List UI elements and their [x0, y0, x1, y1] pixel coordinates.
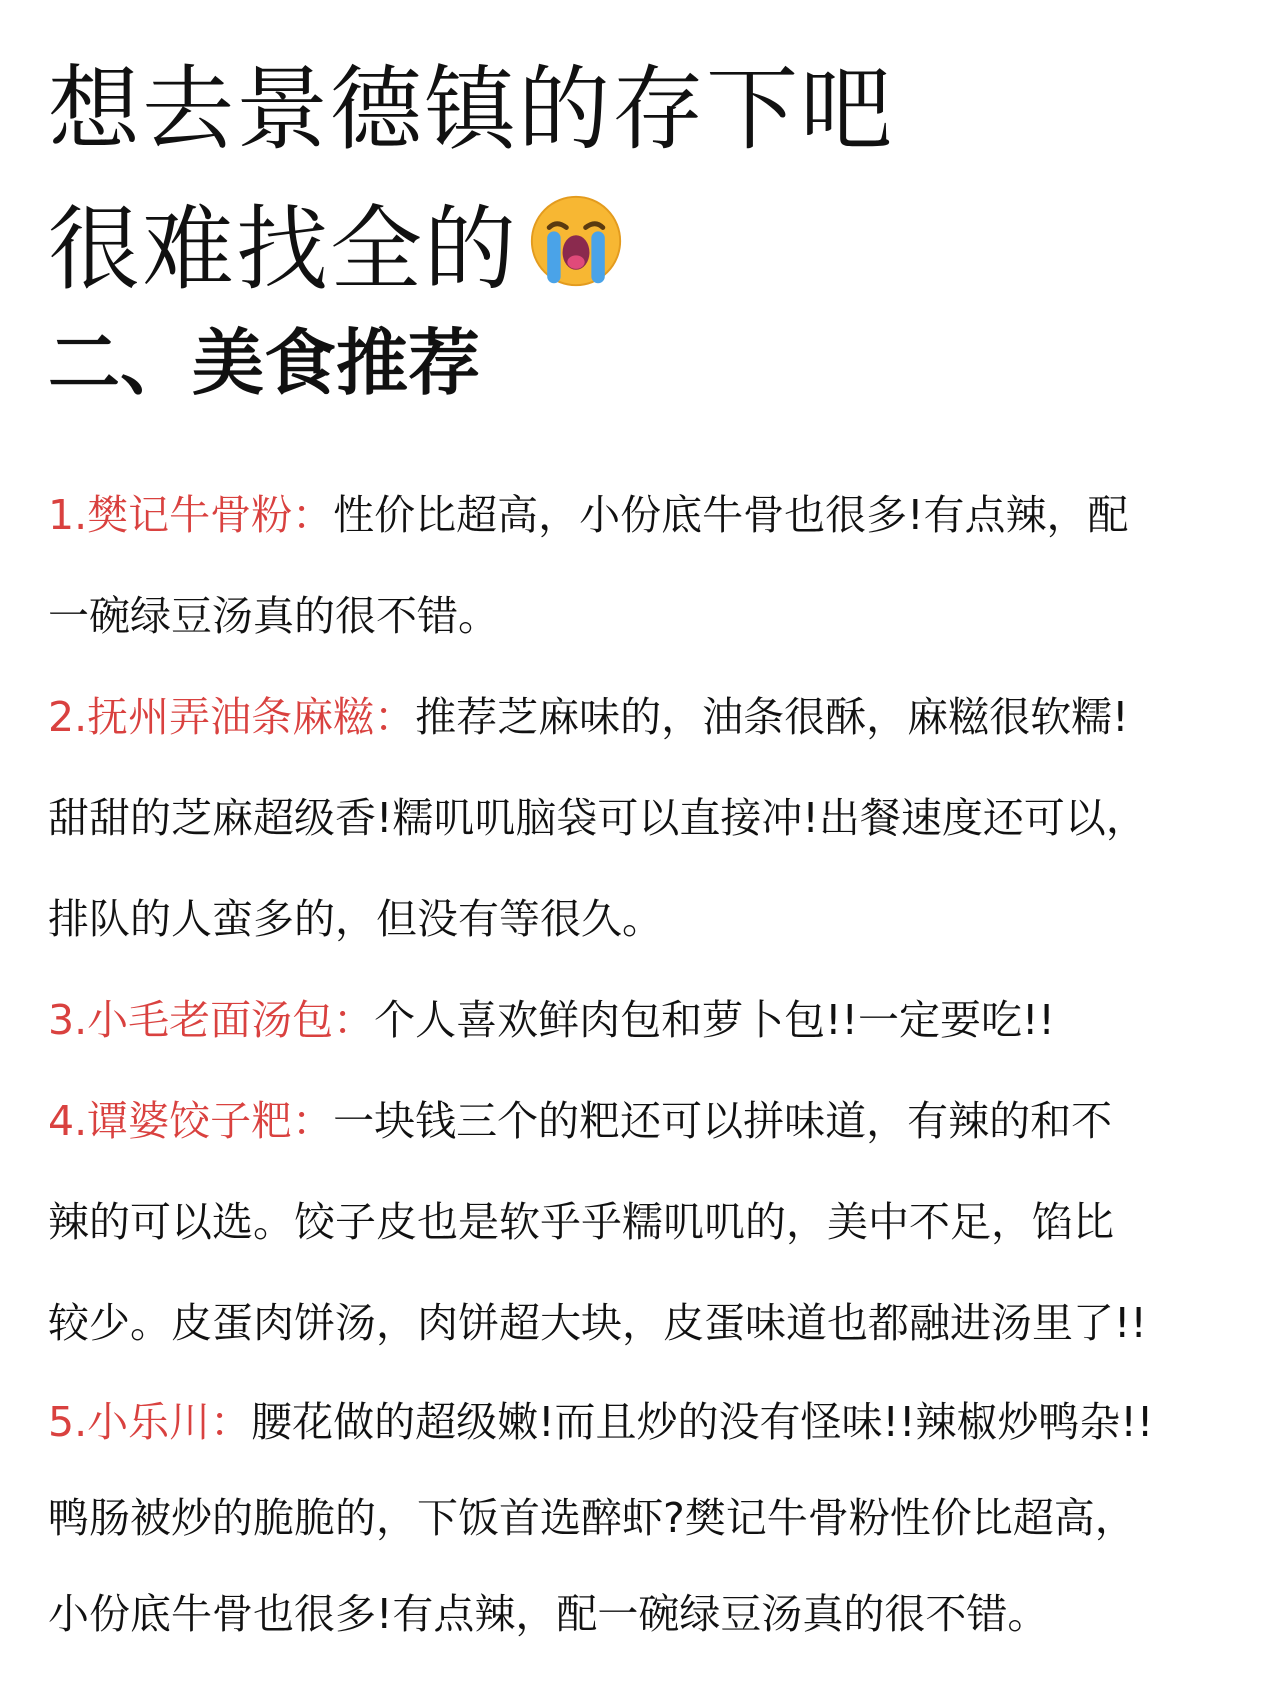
title-line-2-text: 很难找全的 — [48, 196, 519, 303]
item-line — [48, 1071, 1248, 1172]
food-list — [48, 465, 1248, 1662]
loudly-crying-face-icon — [528, 193, 624, 289]
item-name: 4.谭婆饺子粑： — [48, 1097, 334, 1145]
item-line: 较少。皮蛋肉饼汤，肉饼超大块，皮蛋味道也都融进汤里了!! — [48, 1299, 1147, 1347]
list-item — [48, 1374, 1248, 1662]
item-name: 5.小乐川： — [48, 1398, 252, 1446]
list-item — [48, 970, 1248, 1071]
item-line — [48, 970, 1248, 1071]
title-line-1: 想去景德镇的存下吧 — [48, 56, 895, 163]
title-line-2 — [48, 180, 894, 320]
item-text: 一块钱三个的粑还可以拼味道，有辣的和不 — [333, 1097, 1113, 1145]
item-name: 1.樊记牛骨粉： — [48, 491, 334, 539]
item-line — [48, 465, 1248, 566]
page-title — [48, 40, 894, 320]
item-line: 小份底牛骨也很多!有点辣，配一碗绿豆汤真的很不错。 — [48, 1590, 1049, 1638]
item-line: 排队的人蛮多的，但没有等很久。 — [48, 895, 663, 943]
item-line: 辣的可以选。饺子皮也是软乎乎糯叽叽的，美中不足，馅比 — [48, 1198, 1114, 1246]
item-line: 一碗绿豆汤真的很不错。 — [48, 592, 499, 640]
item-line: 鸭肠被炒的脆脆的，下饭首选醉虾?樊记牛骨粉性价比超高， — [48, 1494, 1136, 1542]
item-text: 性价比超高，小份底牛骨也很多!有点辣，配 — [333, 491, 1129, 539]
item-line — [48, 1374, 1248, 1470]
list-item — [48, 667, 1248, 970]
item-line: 甜甜的芝麻超级香!糯叽叽脑袋可以直接冲!出餐速度还可以， — [48, 794, 1147, 842]
item-line — [48, 667, 1248, 768]
item-name: 3.小毛老面汤包： — [48, 996, 375, 1044]
item-text: 腰花做的超级嫩!而且炒的没有怪味!!辣椒炒鸭杂!! — [251, 1398, 1154, 1446]
item-text: 个人喜欢鲜肉包和萝卜包!!一定要吃!! — [374, 996, 1055, 1044]
item-name: 2.抚州弄油条麻糍： — [48, 693, 416, 741]
section-heading: 二、美食推荐 — [48, 321, 481, 405]
item-text: 推荐芝麻味的，油条很酥，麻糍很软糯! — [415, 693, 1129, 741]
list-item — [48, 1071, 1248, 1374]
list-item — [48, 465, 1248, 667]
